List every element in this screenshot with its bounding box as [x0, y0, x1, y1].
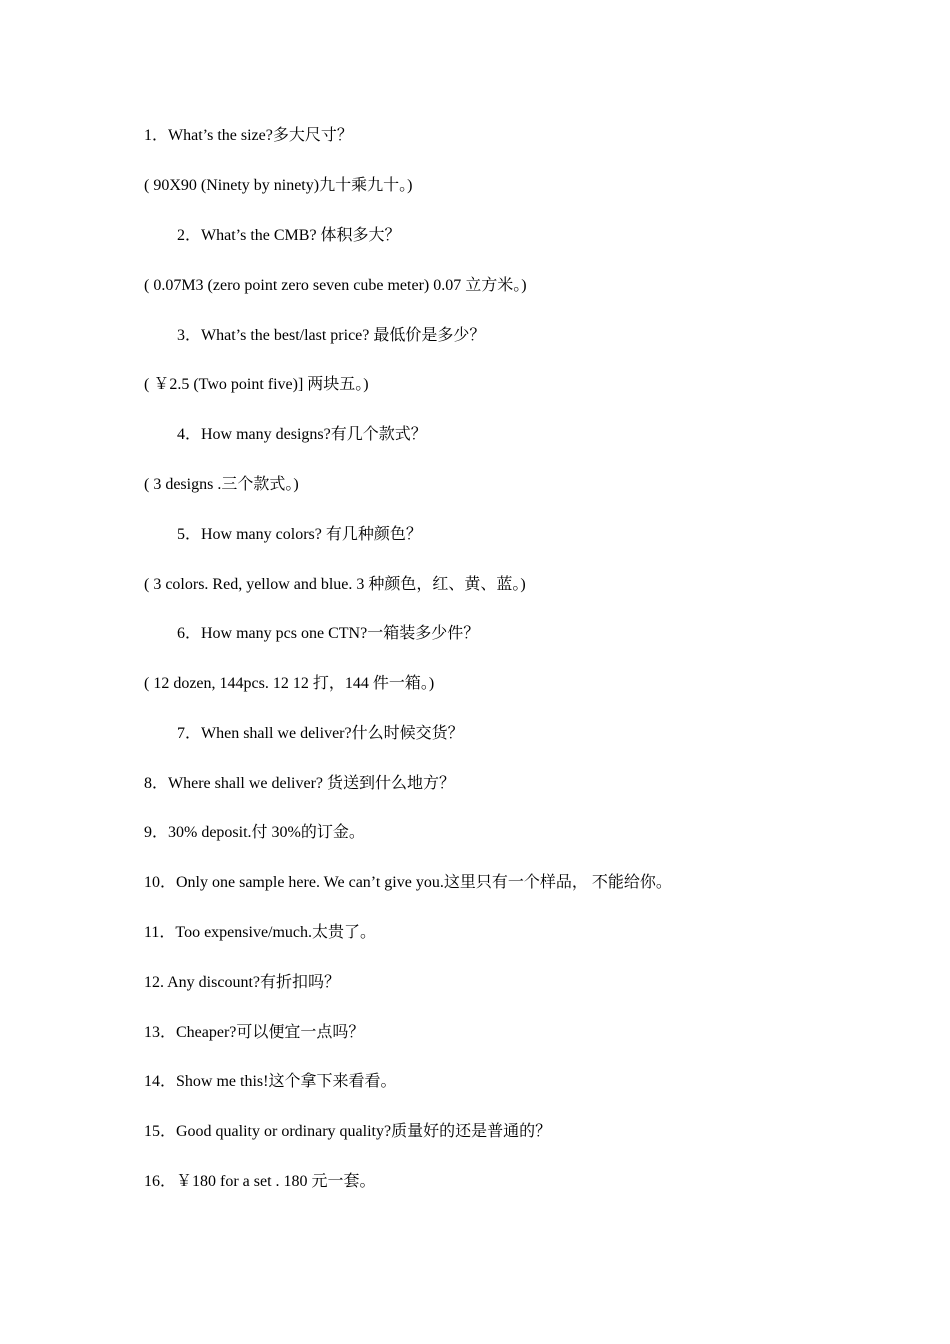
question-4: 4．How many designs?有几个款式？	[177, 426, 427, 443]
phrase-11: 11．Too expensive/much.太贵了。	[144, 924, 377, 941]
answer-5: ( 3 colors. Red, yellow and blue. 3 种颜色，红、黄、蓝。)	[144, 576, 526, 593]
answer-1: ( 90X90 (Ninety by ninety)九十乘九十。)	[144, 177, 413, 194]
answer-3: ( ￥2.5 (Two point five)] 两块五。)	[144, 376, 369, 393]
question-3: 3．What’s the best/last price? 最低价是多少？	[177, 327, 486, 344]
phrase-14: 14．Show me this!这个拿下来看看。	[144, 1073, 397, 1090]
phrase-12: 12. Any discount?有折扣吗？	[144, 974, 340, 991]
phrase-15: 15．Good quality or ordinary quality?质量好的还是普通的？	[144, 1123, 552, 1140]
phrase-9: 9．30% deposit.付 30%的订金。	[144, 824, 365, 841]
phrase-8: 8．Where shall we deliver? 货送到什么地方？	[144, 775, 456, 792]
answer-6: ( 12 dozen, 144pcs. 12 12 打，144 件一箱。)	[144, 675, 435, 692]
answer-4: ( 3 designs .三个款式。)	[144, 476, 299, 493]
question-7: 7．When shall we deliver?什么时候交货？	[177, 725, 464, 742]
question-6: 6．How many pcs one CTN?一箱装多少件？	[177, 625, 480, 642]
question-5: 5．How many colors? 有几种颜色？	[177, 526, 422, 543]
phrase-10: 10．Only one sample here. We can’t give you.这里只有一个样品， 不能给你。	[144, 874, 672, 891]
phrase-13: 13．Cheaper?可以便宜一点吗？	[144, 1024, 365, 1041]
question-2: 2．What’s the CMB? 体积多大？	[177, 227, 401, 244]
answer-2: ( 0.07M3 (zero point zero seven cube meter) 0.07 立方米。)	[144, 277, 527, 294]
phrase-16: 16．￥180 for a set . 180 元一套。	[144, 1173, 376, 1190]
question-1: 1．What’s the size?多大尺寸？	[144, 127, 353, 144]
